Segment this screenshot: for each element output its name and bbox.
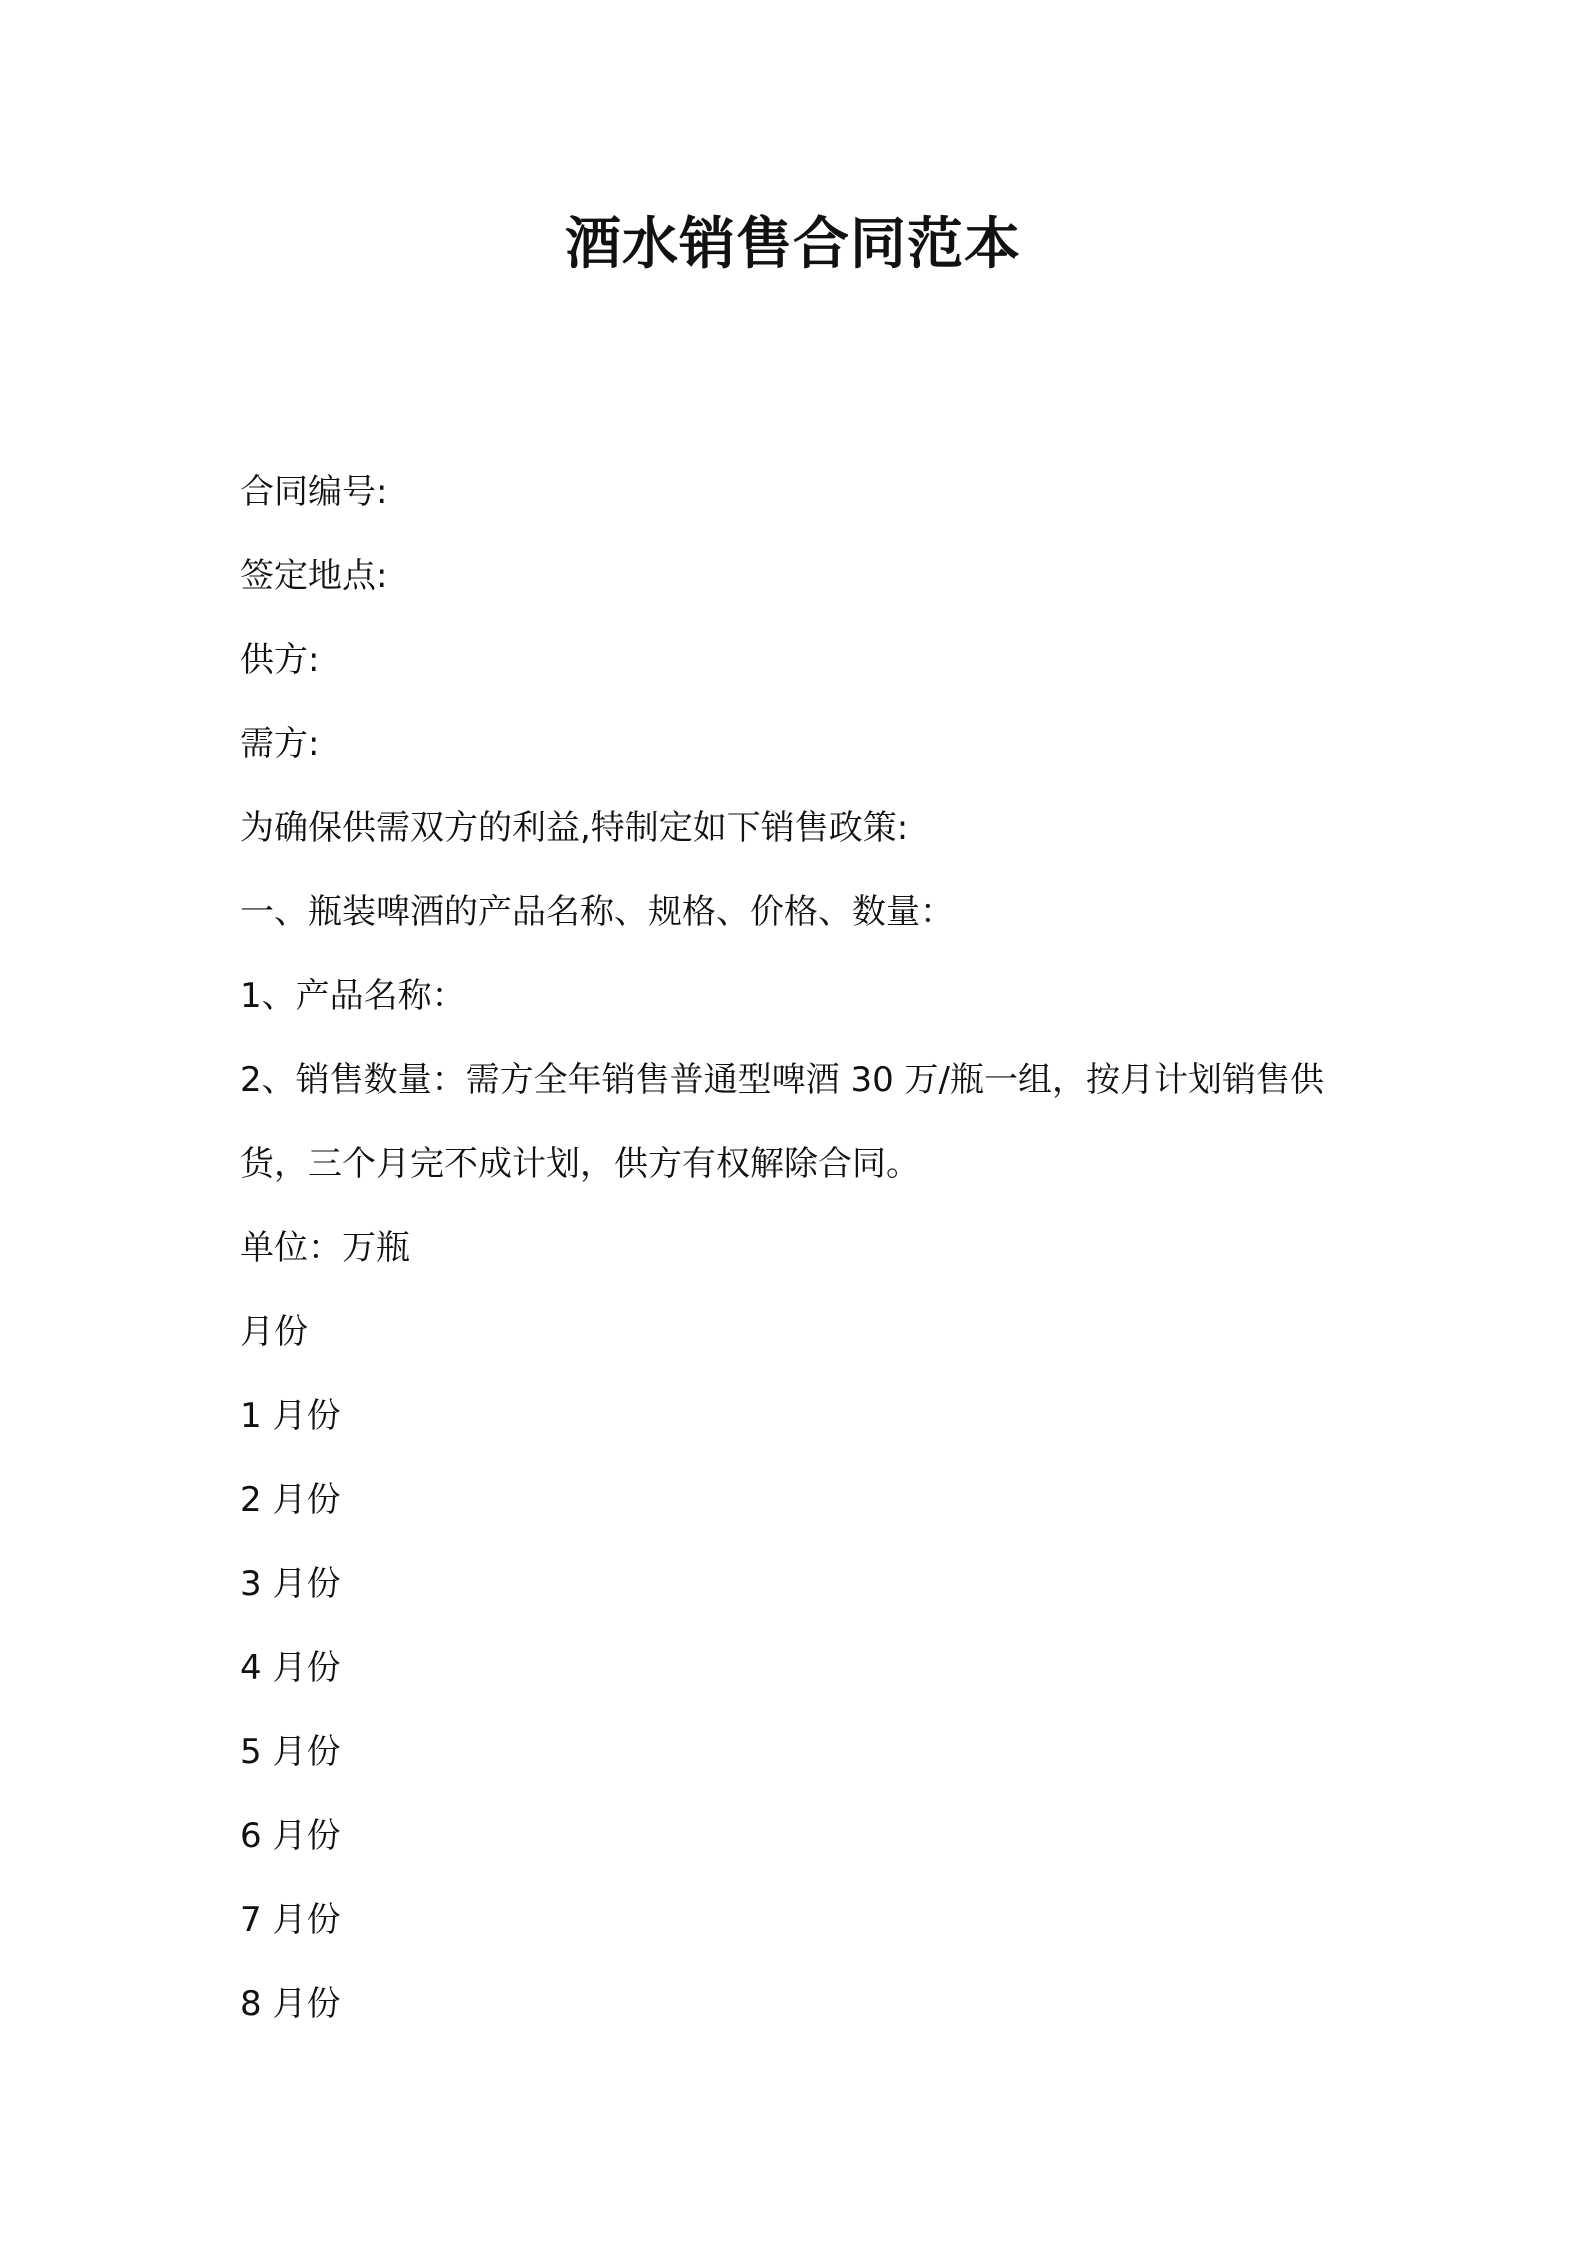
month-row: 1 月份 bbox=[240, 1396, 341, 1436]
signing-place-field: 签定地点: bbox=[240, 556, 388, 596]
sales-quantity-item: 2、销售数量：需方全年销售普通型啤酒 30 万/瓶一组，按月计划销售供货，三个月完不成计划，供方有权解除合同。 bbox=[240, 1060, 1324, 1184]
month-row: 8 月份 bbox=[240, 1984, 341, 2024]
supplier-field: 供方: bbox=[240, 640, 320, 680]
unit-label: 单位：万瓶 bbox=[240, 1228, 410, 1268]
section-heading: 一、瓶装啤酒的产品名称、规格、价格、数量： bbox=[240, 892, 954, 932]
month-row: 7 月份 bbox=[240, 1900, 341, 1940]
month-row: 6 月份 bbox=[240, 1816, 341, 1856]
document-body bbox=[240, 450, 1360, 2046]
month-row: 4 月份 bbox=[240, 1648, 341, 1688]
month-header: 月份 bbox=[240, 1312, 308, 1352]
contract-number-field: 合同编号: bbox=[240, 472, 388, 512]
product-name-item: 1、产品名称： bbox=[240, 976, 466, 1016]
month-row: 3 月份 bbox=[240, 1564, 341, 1604]
document-title: 酒水销售合同范本 bbox=[565, 212, 1021, 277]
buyer-field: 需方: bbox=[240, 724, 320, 764]
month-row: 2 月份 bbox=[240, 1480, 341, 1520]
month-row: 5 月份 bbox=[240, 1732, 341, 1772]
intro-paragraph: 为确保供需双方的利益,特制定如下销售政策: bbox=[240, 808, 909, 848]
